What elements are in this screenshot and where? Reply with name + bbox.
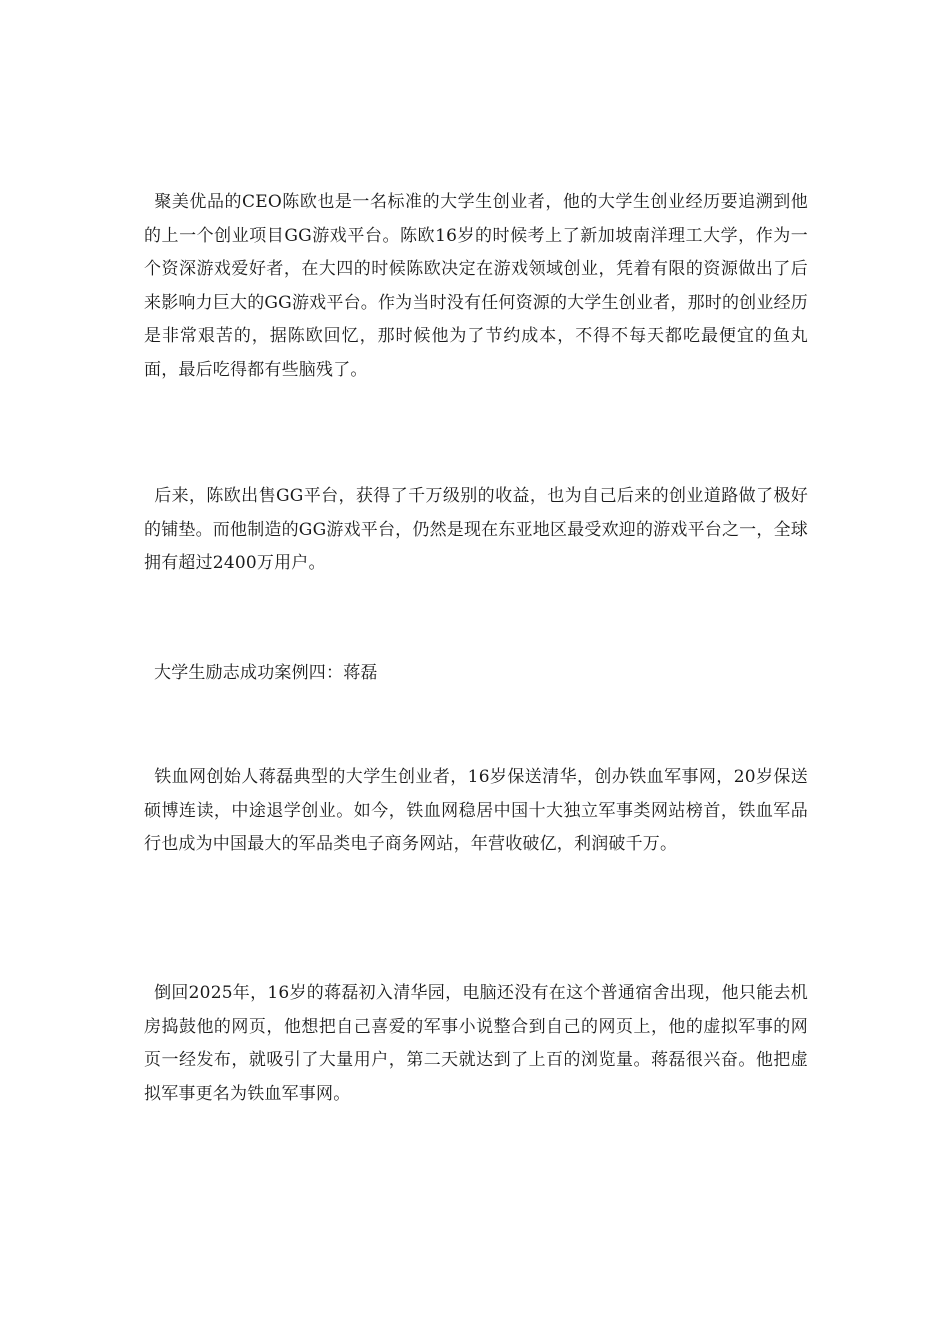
heading-text: 大学生励志成功案例四：蒋磊 xyxy=(154,663,378,683)
paragraph-jiang-lei-intro xyxy=(144,761,808,862)
paragraph-text: 聚美优品的CEO陈欧也是一名标准的大学生创业者，他的大学生创业经历要追溯到他的上一个创业项目GG游戏平台。陈欧16岁的时候考上了新加坡南洋理工大学，作为一个资深游戏爱好者，在大四的时候陈欧决定在游戏领域创业，凭着有限的资源做出了后来影响力巨大的GG游戏平台。作为当时没有任何资源的大学生创业者，那时的创业经历是非常艰苦的，据陈欧回忆，那时候他为了节约成本，不得不每天都吃最便宜的鱼丸面，最后吃得都有些脑残了。 xyxy=(144,192,808,380)
paragraph-text: 后来，陈欧出售GG平台，获得了千万级别的收益，也为自己后来的创业道路做了极好的铺垫。而他制造的GG游戏平台，仍然是现在东亚地区最受欢迎的游戏平台之一，全球拥有超过2400万用户。 xyxy=(144,486,808,574)
section-heading xyxy=(144,657,808,691)
paragraph-chen-ou-intro xyxy=(144,186,808,388)
paragraph-text: 铁血网创始人蒋磊典型的大学生创业者，16岁保送清华，创办铁血军事网，20岁保送硕博连读，中途退学创业。如今，铁血网稳居中国十大独立军事类网站榜首，铁血军品行也成为中国最大的军品类电子商务网站，年营收破亿，利润破千万。 xyxy=(144,767,808,855)
paragraph-jiang-lei-story xyxy=(144,977,808,1111)
paragraph-text: 倒回2025年，16岁的蒋磊初入清华园，电脑还没有在这个普通宿舍出现，他只能去机房捣鼓他的网页，他想把自己喜爱的军事小说整合到自己的网页上，他的虚拟军事的网页一经发布，就吸引了大量用户，第二天就达到了上百的浏览量。蒋磊很兴奋。他把虚拟军事更名为铁血军事网。 xyxy=(144,983,808,1104)
paragraph-chen-ou-sale xyxy=(144,480,808,581)
